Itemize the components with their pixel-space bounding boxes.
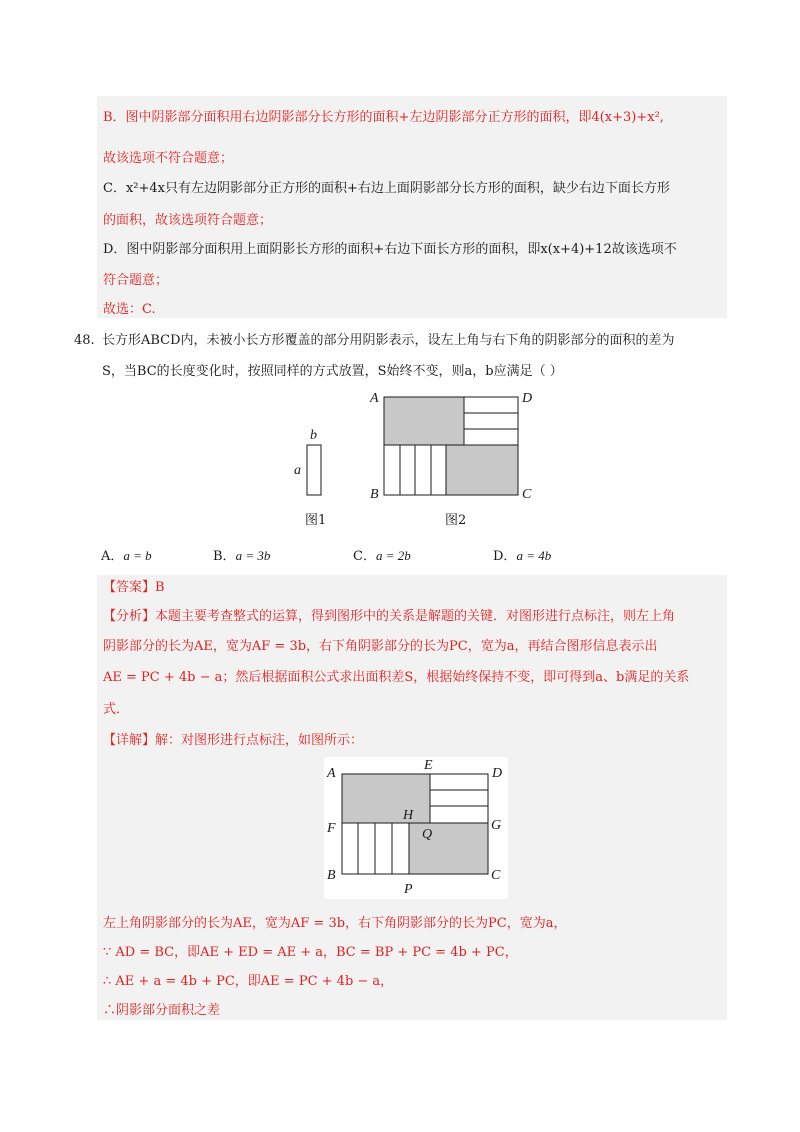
- option-d-text: a = 4b: [516, 548, 552, 563]
- question-text-line2: S，当BC的长度变化时，按照同样的方式放置，S始终不变，则a，b应满足（ ）: [102, 364, 563, 379]
- fig2-label-A: A: [370, 391, 379, 406]
- analysis-line1: 【分析】本题主要考查整式的运算，得到图形中的关系是解题的关键．对图形进行点标注，则左上角: [103, 609, 676, 624]
- fig3-label-P: P: [404, 882, 413, 897]
- option-b-text: a = 3b: [235, 548, 271, 563]
- fig3-label-D: D: [492, 766, 503, 781]
- option-b-letter: B．: [213, 549, 236, 564]
- option-b: [213, 548, 270, 565]
- choose-answer: 故选：C.: [103, 302, 156, 317]
- option-c-text: a = 2b: [375, 548, 411, 563]
- analysis-line2: 阴影部分的长为AE，宽为AF = 3b，右下角阴影部分的长为PC，宽为a，再结合图形信息表示出: [103, 639, 658, 654]
- fig3-label-B: B: [327, 868, 336, 883]
- analysis-line3: AE = PC + 4b − a；然后根据面积公式求出面积差S，根据始终保持不变，即可得到a、b满足的关系: [103, 670, 690, 685]
- detail-step1: 左上角阴影部分的长为AE，宽为AF = 3b，右下角阴影部分的长为PC，宽为a，: [103, 916, 567, 931]
- option-c-conclusion: 的面积，故该选项符合题意；: [103, 213, 273, 228]
- analysis-line4: 式．: [103, 702, 130, 717]
- fig3-label-H: H: [403, 808, 414, 823]
- option-c-letter: C．: [353, 549, 376, 564]
- answer-label: 【答案】B: [103, 580, 165, 595]
- figure-2-caption: 图2: [445, 513, 467, 528]
- option-a-letter: A．: [101, 549, 124, 564]
- fig3-label-C: C: [491, 868, 501, 883]
- figure-3-labeled-rectangle: [324, 757, 508, 899]
- option-d-conclusion: 符合题意；: [103, 273, 169, 288]
- option-c-explanation: C．x²+4x只有左边阴影部分正方形的面积+右边上面阴影部分长方形的面积，缺少右边下面长方形: [103, 181, 670, 196]
- figure-1-caption: 图1: [305, 513, 327, 528]
- fig2-label-D: D: [522, 391, 533, 406]
- figure-2-rectangle-abcd: [368, 388, 538, 502]
- question-number: 48.: [74, 333, 95, 348]
- fig1-label-b: b: [310, 428, 317, 443]
- option-d-letter: D．: [493, 549, 517, 564]
- fig3-label-E: E: [424, 758, 433, 773]
- option-c: [353, 548, 411, 565]
- fig2-label-C: C: [522, 487, 532, 502]
- detail-step2: ∵ AD = BC，即AE + ED = AE + a，BC = BP + PC = 4b + PC，: [103, 945, 518, 960]
- option-b-explanation: B．图中阴影部分面积用右边阴影部分长方形的面积+左边阴影部分正方形的面积，即4(x+3)+x²,: [103, 110, 664, 125]
- fig3-label-A: A: [327, 766, 336, 781]
- figure-1-small-rectangle: [290, 425, 330, 497]
- fig3-label-F: F: [327, 821, 336, 836]
- option-a: [101, 548, 152, 565]
- solution-block-prev: [97, 96, 727, 318]
- detail-line1: 【详解】解：对图形进行点标注，如图所示：: [103, 733, 364, 748]
- option-a-text: a = b: [123, 548, 152, 563]
- detail-step3: ∴ AE + a = 4b + PC，即AE = PC + 4b − a，: [103, 974, 394, 989]
- detail-step4: ∴阴影部分面积之差: [103, 1003, 221, 1018]
- fig2-label-B: B: [370, 487, 379, 502]
- question-text-line1: 长方形ABCD内，未被小长方形覆盖的部分用阴影表示，设左上角与右下角的阴影部分的面积的差为: [102, 333, 675, 348]
- option-b-conclusion: 故该选项不符合题意；: [103, 151, 234, 166]
- fig3-label-G: G: [491, 818, 502, 833]
- fig3-label-Q: Q: [422, 827, 433, 842]
- fig1-label-a: a: [294, 463, 301, 478]
- option-d-explanation: D．图中阴影部分面积用上面阴影长方形的面积+右边下面长方形的面积，即x(x+4)+12故该选项不: [103, 242, 677, 257]
- option-d: [493, 548, 551, 565]
